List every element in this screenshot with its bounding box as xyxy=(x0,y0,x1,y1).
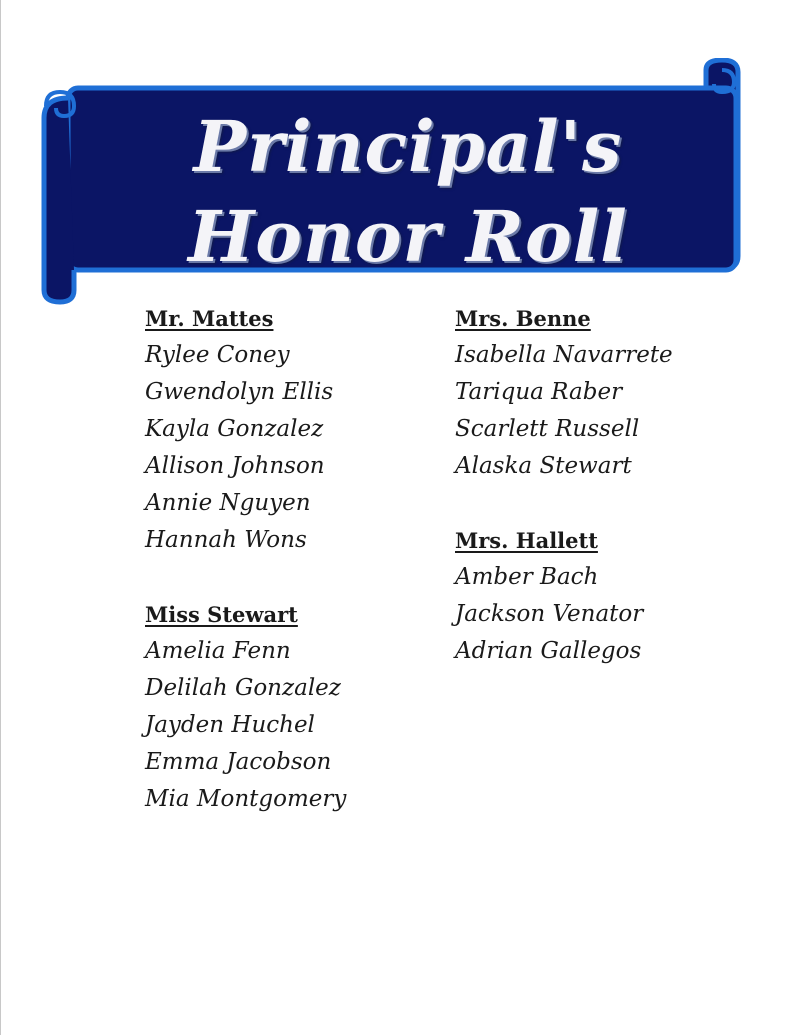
student-name: Rylee Coney xyxy=(145,342,290,368)
class-group-mattes xyxy=(145,300,445,559)
student-name: Tariqua Raber xyxy=(455,379,623,405)
student-name: Amelia Fenn xyxy=(145,638,291,664)
student-list xyxy=(145,337,445,559)
teacher-heading: Mr. Mattes xyxy=(145,306,274,331)
honor-roll-banner xyxy=(38,58,750,308)
student-list xyxy=(145,633,445,818)
student-name: Mia Montgomery xyxy=(145,786,347,812)
class-group-benne xyxy=(455,300,755,485)
class-group-hallett xyxy=(455,522,755,670)
teacher-heading: Mrs. Hallett xyxy=(455,528,598,553)
banner-title xyxy=(98,102,718,282)
student-name: Scarlett Russell xyxy=(455,416,640,442)
right-column xyxy=(455,300,755,707)
student-list xyxy=(455,559,755,670)
student-name: Amber Bach xyxy=(455,564,599,590)
student-name: Emma Jacobson xyxy=(145,749,332,775)
student-name: Annie Nguyen xyxy=(145,490,311,516)
student-list xyxy=(455,337,755,485)
teacher-heading: Miss Stewart xyxy=(145,602,298,627)
left-column xyxy=(145,300,445,855)
class-group-stewart xyxy=(145,596,445,818)
student-name: Hannah Wons xyxy=(145,527,307,553)
student-name: Delilah Gonzalez xyxy=(145,675,341,701)
student-name: Jayden Huchel xyxy=(145,712,315,738)
student-name: Jackson Venator xyxy=(455,601,644,627)
student-name: Adrian Gallegos xyxy=(455,638,642,664)
student-name: Allison Johnson xyxy=(145,453,325,479)
banner-title-line-2: Honor Roll xyxy=(188,195,628,278)
student-name: Alaska Stewart xyxy=(455,453,632,479)
student-name: Kayla Gonzalez xyxy=(145,416,324,442)
student-name: Isabella Navarrete xyxy=(455,342,673,368)
teacher-heading: Mrs. Benne xyxy=(455,306,591,331)
page-border xyxy=(0,0,1,1035)
student-name: Gwendolyn Ellis xyxy=(145,379,334,405)
banner-title-line-1: Principal's xyxy=(193,105,623,188)
